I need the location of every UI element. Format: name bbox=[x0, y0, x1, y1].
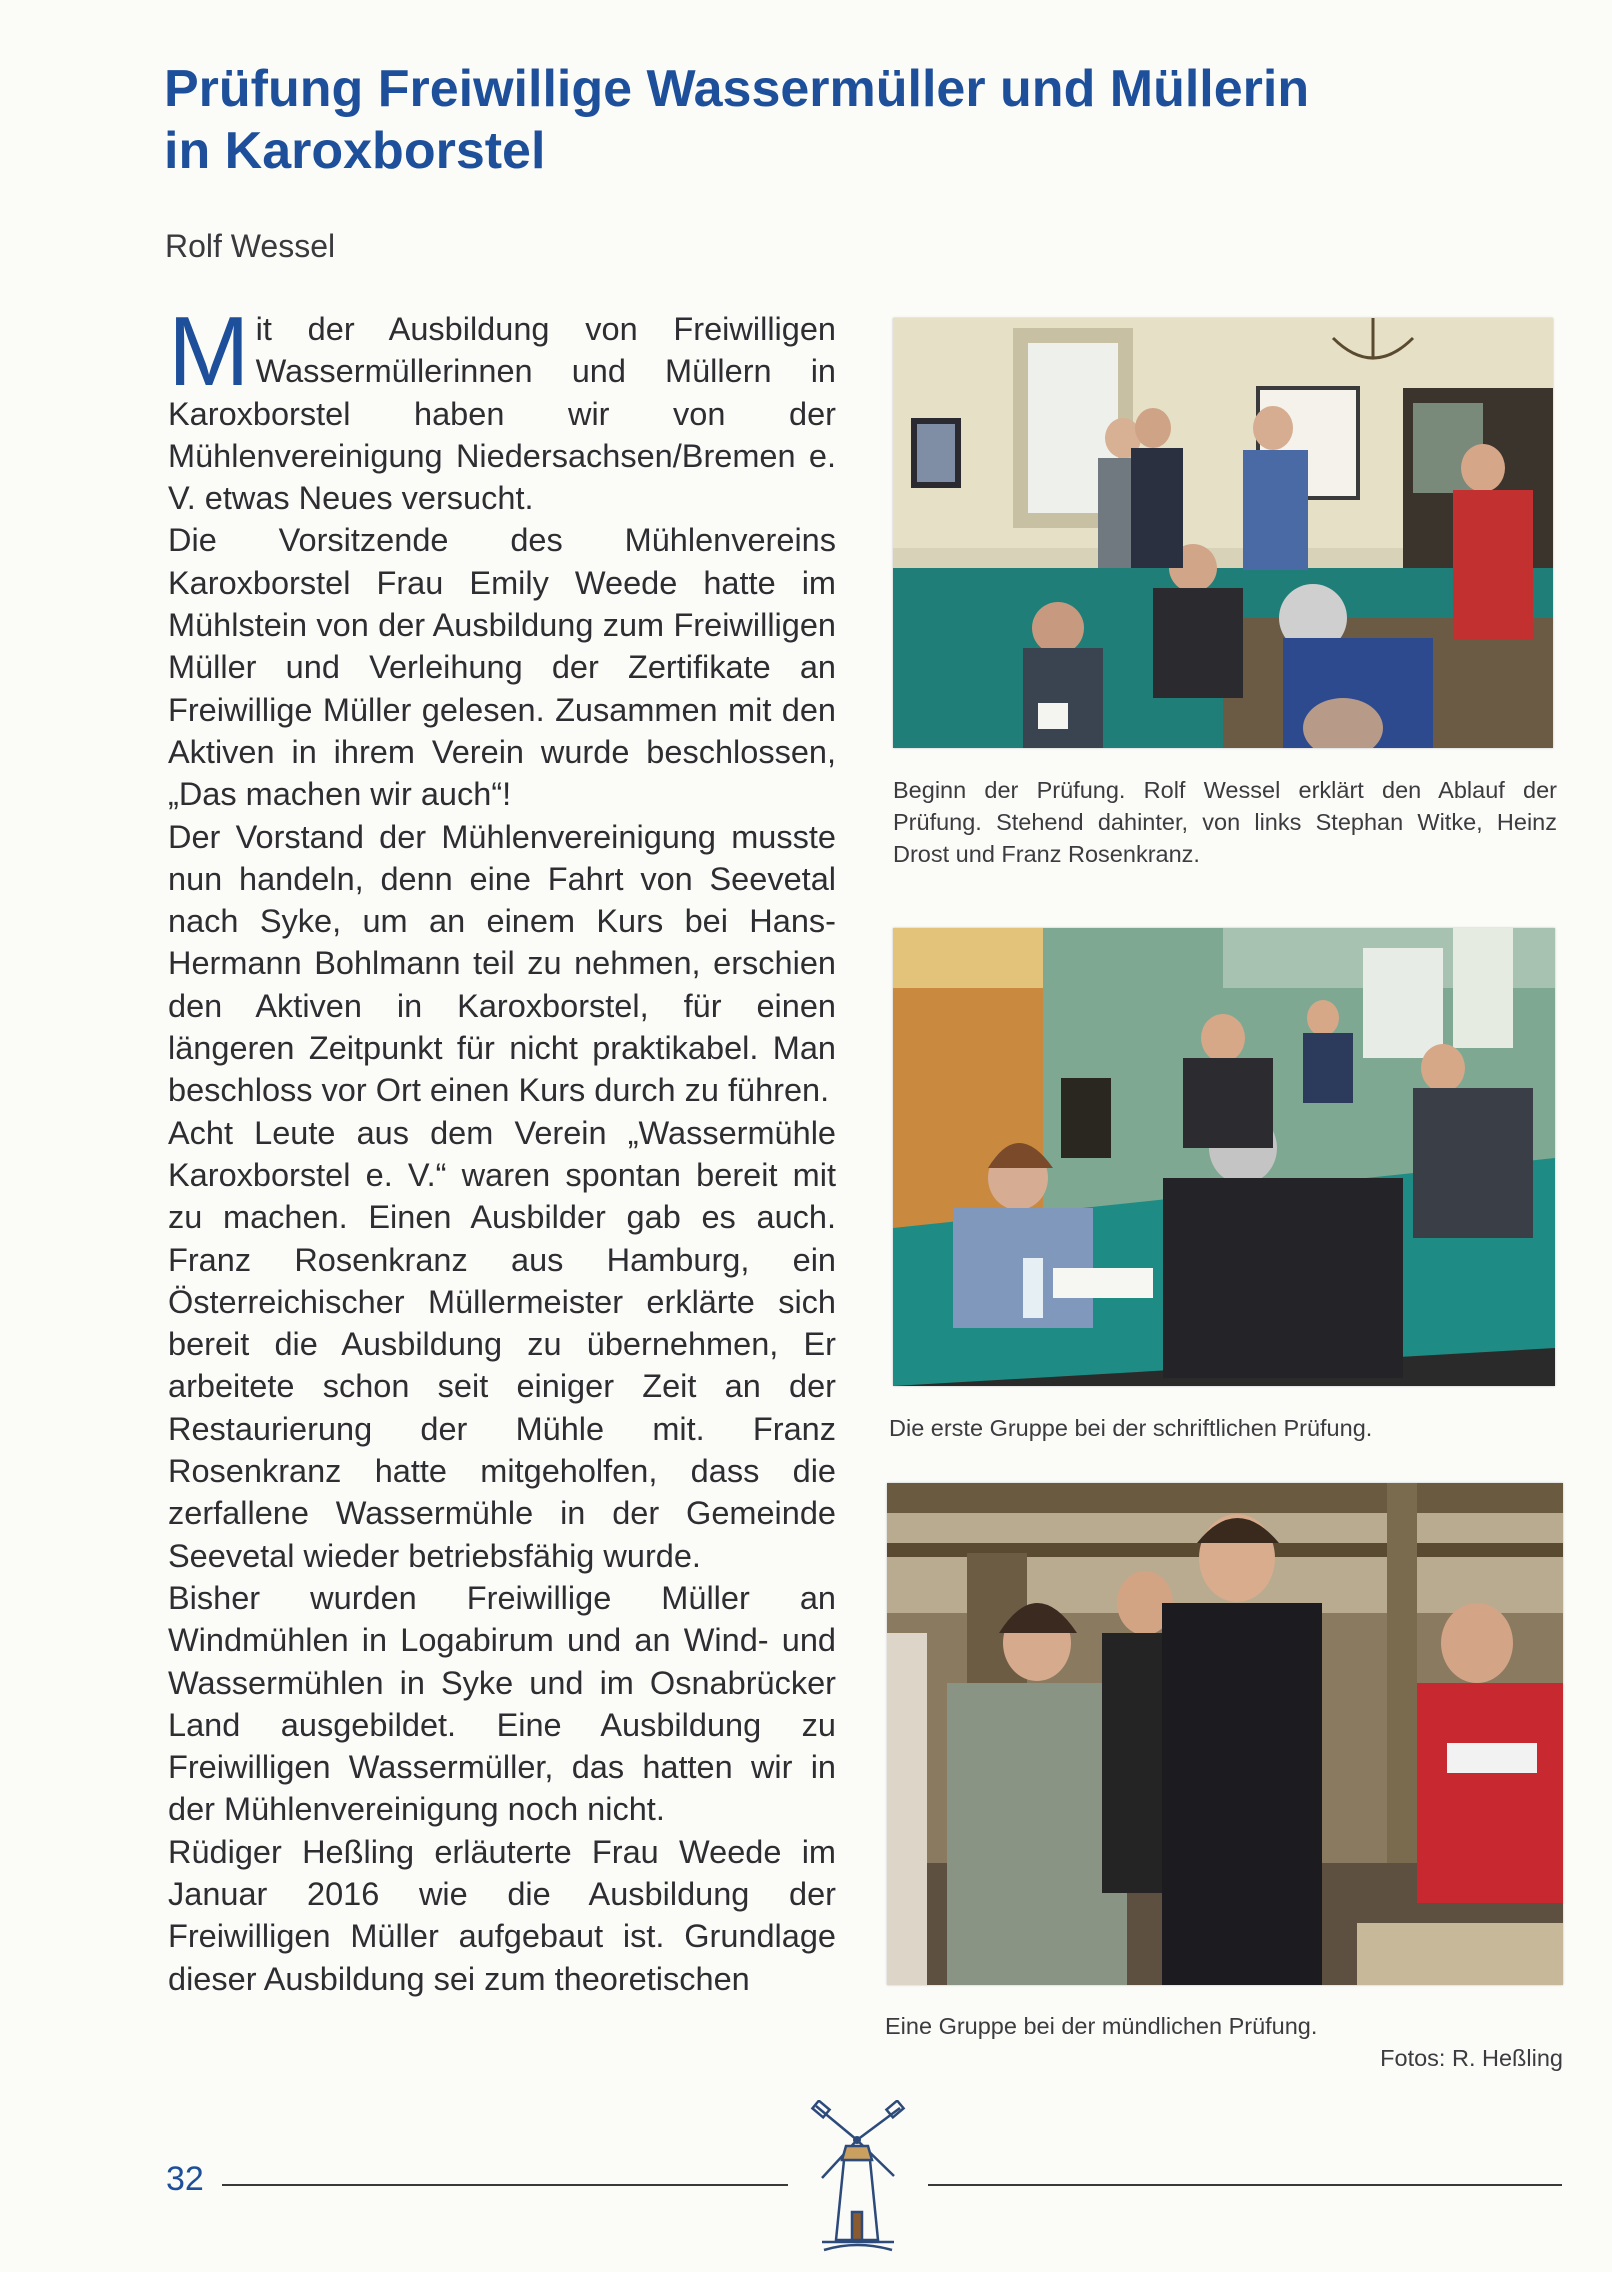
title-line-2: in Karoxborstel bbox=[164, 122, 546, 180]
author-byline: Rolf Wessel bbox=[165, 228, 336, 264]
paragraph-1: Mit der Ausbildung von Freiwilligen Wassermüllerinnen und Müllern in Karoxborstel haben wir von der Mühlenvereinigung Niedersachsen/Bremen e. V. etwas Neues versucht. bbox=[168, 296, 836, 517]
footer-rule-left bbox=[222, 2184, 788, 2186]
photo-exam-start bbox=[893, 318, 1553, 748]
photo-oral-exam bbox=[887, 1483, 1563, 1985]
photo-2-caption: Die erste Gruppe bei der schriftlichen Prüfung. bbox=[889, 1415, 1373, 1441]
paragraph-3: Der Vorstand der Mühlenvereinigung musste nun handeln, denn eine Fahrt von Seevetal nach Syke, um an einem Kurs bei Hans-Hermann Bohlmann teil zu nehmen, erschien den Aktiven in Karoxborstel, für einen längeren Zeitpunkt für nicht praktikabel. Man beschloss vor Ort einen Kurs durch zu führen. bbox=[168, 818, 836, 1109]
drop-cap: M bbox=[168, 296, 250, 406]
article-body bbox=[168, 296, 836, 2000]
paragraph-5: Bisher wurden Freiwillige Müller an Windmühlen in Logabirum und an Wind- und Wassermühlen in Syke und im Osnabrücker Land ausgebildet. Eine Ausbildung zu Freiwilligen Wassermüller, das hatten wir in der Mühlenvereinigung noch nicht. bbox=[168, 1579, 836, 1828]
photo-credit: Fotos: R. Heßling bbox=[1380, 2045, 1563, 2071]
paragraph-4: Acht Leute aus dem Verein „Wassermühle Karoxborstel e. V.“ waren spontan bereit mit zu machen. Einen Ausbilder gab es auch. Franz Rosenkranz aus Hamburg, ein Österreichischer Müllermeister erklärte sich bereit die Ausbildung zu übernehmen, Er arbeitete schon seit einiger Zeit an der Restaurierung der Mühle mit. Franz Rosenkranz hatte mitgeholfen, dass die zerfallene Wassermühle in der Gemeinde Seevetal wieder betriebsfähig wurde. bbox=[168, 1114, 836, 1574]
title-line-1: Prüfung Freiwillige Wassermüller und Müllerin bbox=[164, 60, 1310, 118]
paragraph-6: Rüdiger Heßling erläuterte Frau Weede im Januar 2016 wie die Ausbildung der Freiwilligen Müller aufgebaut ist. Grundlage dieser Ausbildung sei zum theoretischen bbox=[168, 1833, 836, 1997]
photo-written-exam bbox=[893, 928, 1555, 1386]
page-number: 32 bbox=[166, 2160, 204, 2198]
photo-1-caption: Beginn der Prüfung. Rolf Wessel erklärt den Ablauf der Prüfung. Stehend dahinter, von links Stephan Witke, Heinz Drost und Franz Rosenkranz. bbox=[893, 777, 1557, 867]
footer-rule-right bbox=[928, 2184, 1562, 2186]
photo-3-caption-text: Eine Gruppe bei der mündlichen Prüfung. bbox=[885, 2013, 1318, 2039]
paragraph-2: Die Vorsitzende des Mühlenvereins Karoxborstel Frau Emily Weede hatte im Mühlstein von der Ausbildung zum Freiwilligen Müller und Verleihung der Zertifikate an Freiwillige Müller gelesen. Zusammen mit den Aktiven in ihrem Verein wurde beschlossen, „Das machen wir auch“! bbox=[168, 522, 836, 813]
photo-3-caption bbox=[885, 2010, 1563, 2074]
windmill-icon bbox=[802, 2100, 912, 2260]
article-title bbox=[164, 58, 1464, 182]
